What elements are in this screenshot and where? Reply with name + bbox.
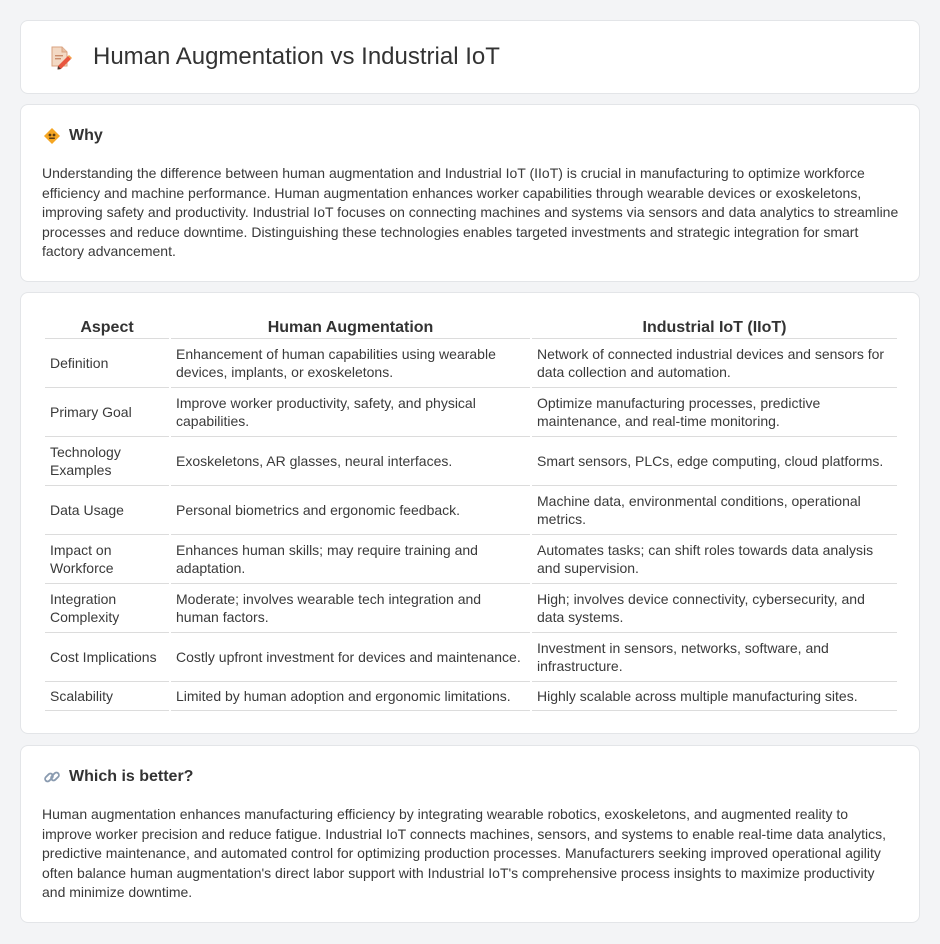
document-pencil-icon [47, 44, 73, 70]
industrial-iot-cell: Optimize manufacturing processes, predictive maintenance, and real-time monitoring. [532, 388, 897, 437]
industrial-iot-cell: Investment in sensors, networks, software, and infrastructure. [532, 633, 897, 682]
aspect-cell: Data Usage [45, 486, 169, 535]
link-icon [43, 768, 61, 786]
table-row [45, 388, 897, 437]
human-augmentation-cell: Costly upfront investment for devices and maintenance. [171, 633, 530, 682]
why-section [20, 104, 920, 282]
industrial-iot-cell: High; involves device connectivity, cybersecurity, and data systems. [532, 584, 897, 633]
table-header-row [45, 315, 897, 339]
comparison-table-card [20, 292, 920, 734]
industrial-iot-cell: Automates tasks; can shift roles towards data analysis and supervision. [532, 535, 897, 584]
why-title: Why [69, 127, 103, 144]
human-augmentation-cell: Enhancement of human capabilities using wearable devices, implants, or exoskeletons. [171, 339, 530, 388]
table-row [45, 437, 897, 486]
table-row [45, 633, 897, 682]
header-aspect: Aspect [45, 315, 169, 339]
which-is-better-heading [43, 768, 193, 786]
human-augmentation-cell: Enhances human skills; may require training and adaptation. [171, 535, 530, 584]
human-augmentation-cell: Limited by human adoption and ergonomic limitations. [171, 682, 530, 711]
human-augmentation-cell: Moderate; involves wearable tech integration and human factors. [171, 584, 530, 633]
aspect-cell: Integration Complexity [45, 584, 169, 633]
warning-sign-icon [43, 127, 61, 145]
aspect-cell: Definition [45, 339, 169, 388]
table-row [45, 486, 897, 535]
aspect-cell: Primary Goal [45, 388, 169, 437]
table-row [45, 339, 897, 388]
aspect-cell: Impact on Workforce [45, 535, 169, 584]
table-row [45, 682, 897, 711]
header-human-augmentation: Human Augmentation [171, 315, 530, 339]
aspect-cell: Scalability [45, 682, 169, 711]
why-heading [43, 127, 103, 145]
which-is-better-section [20, 745, 920, 923]
human-augmentation-cell: Personal biometrics and ergonomic feedback. [171, 486, 530, 535]
which-is-better-title: Which is better? [69, 768, 194, 785]
industrial-iot-cell: Machine data, environmental conditions, operational metrics. [532, 486, 897, 535]
human-augmentation-cell: Exoskeletons, AR glasses, neural interfaces. [171, 437, 530, 486]
table-row [45, 584, 897, 633]
human-augmentation-cell: Improve worker productivity, safety, and physical capabilities. [171, 388, 530, 437]
industrial-iot-cell: Smart sensors, PLCs, edge computing, cloud platforms. [532, 437, 897, 486]
industrial-iot-cell: Network of connected industrial devices and sensors for data collection and automation. [532, 339, 897, 388]
aspect-cell: Cost Implications [45, 633, 169, 682]
header-card [20, 20, 920, 94]
comparison-table [43, 315, 899, 711]
table-row [45, 535, 897, 584]
industrial-iot-cell: Highly scalable across multiple manufacturing sites. [532, 682, 897, 711]
header-industrial-iot: Industrial IoT (IIoT) [532, 315, 897, 339]
why-body: Understanding the difference between human augmentation and Industrial IoT (IIoT) is crucial in manufacturing to optimize workforce efficiency and machine performance. Human augmentation enhances worker capabilities through wearable devices or exoskeletons, improving safety and productivity. Industrial IoT focuses on connecting machines and systems via sensors and data analytics to streamline processes and reduce downtime. Distinguishing these technologies enables targeted investments and strategic integration for smart factory advancement. [42, 165, 899, 260]
page-title: Human Augmentation vs Industrial IoT [93, 43, 500, 70]
which-is-better-body: Human augmentation enhances manufacturing efficiency by integrating wearable robotics, exoskeletons, and augmented reality to improve worker precision and reduce fatigue. Industrial IoT connects machines, sensors, and systems to enable real-time data analytics, predictive maintenance, and automated control for optimizing production processes. Manufacturers seeking improved operational agility often balance human augmentation's direct labor support with Industrial IoT's comprehensive process insights to maximize productivity and minimize downtime. [42, 806, 887, 901]
aspect-cell: Technology Examples [45, 437, 169, 486]
